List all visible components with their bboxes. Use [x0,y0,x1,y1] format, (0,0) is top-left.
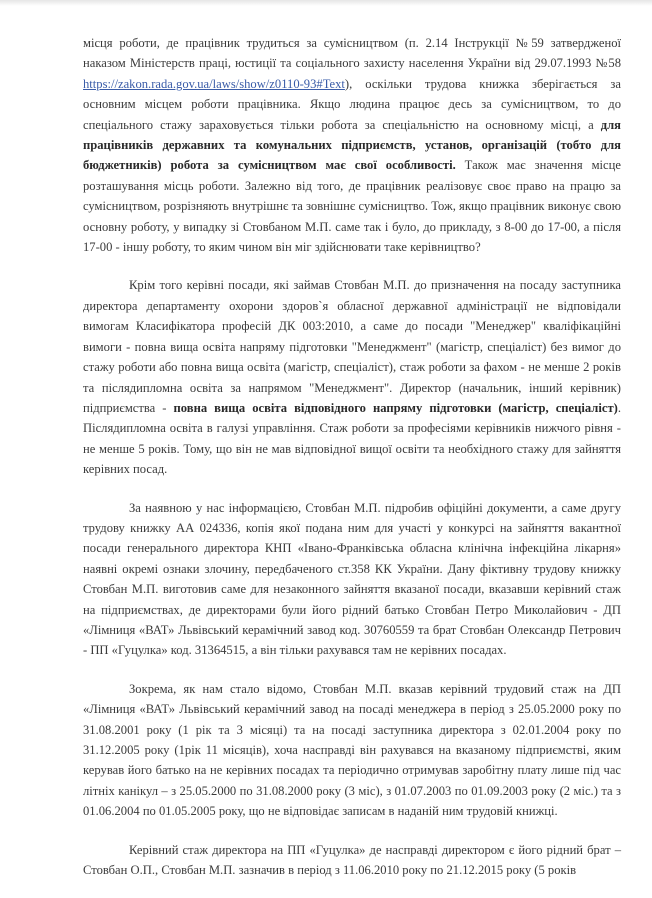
text-run: За наявною у нас інформацією, Стовбан М.П. підробив офіційні документи, а саме другу трудову книжку АА 024336, копія якої подана ним для участі у конкурсі на зайняття вакантної посади генерального директора КНП «Івано-Франківська обласна клінічна інфекційна лікарня» наявні окремі ознаки злочину, передбаченого ст.358 КК України. Дану фіктивну трудову книжку Стовбан М.П. виготовив саме для незаконного зайняття вказаної посади, вказавши керівний стаж на підприємствах, де директорами були його рідний батько Стовбан Петро Миколайович - ДП «Лімниця «ВАТ» Львівський керамічний завод код. 30760559 та брат Стовбан Олександр Петрович - ПП «Гуцулка» код. 31364515, а він тільки рахувався там не керівних посадах. [83,500,621,658]
text-run: місця роботи, де працівник трудиться за сумісництвом (п. 2.14 Інструкції №59 затвердженої наказом Міністерств праці, юстиції та соціального захисту населення України від 29.07.1993 №58 [83,36,621,71]
text-run: Крім того керівні посади, які займав Стовбан М.П. до призначення на посаду заступника директора департаменту охорони здоров`я обласної державної адміністрації не відповідали вимогам Класифікатора професій ДК 003:2010, а саме до посади "Менеджер" кваліфікаційні вимоги - повна вища освіта напряму підготовки "Менеджмент" (магістр, спеціаліст) без вимог до стажу роботи або повна вища освіта (магістр, спеціаліст), стаж роботи за фахом - не менше 2 років та післядипломна освіта за напрямом "Менеджмент". Директор (начальник, інший керівник) підприємства - [83,278,621,415]
paragraph [83,33,621,257]
bold-emphasis: повна вища освіта відповідного напряму підготовки (магістр, спеціаліст) [173,400,618,415]
paragraph [83,498,621,661]
paragraph [83,679,621,822]
text-run: ), оскільки трудова книжка зберігається за основним місцем роботи працівника. Якщо людина працює десь за сумісництвом, то до спеціального стажу зараховується тільки робота за спеціальністю на основному місці, а [83,76,621,132]
text-run: Керівний стаж директора на ПП «Гуцулка» де насправді директором є його рідний брат – Стовбан О.П., Стовбан М.П. зазначив в період з 11.06.2010 року по 21.12.2015 року (5 років [83,842,621,878]
bold-emphasis: для працівників державних та комунальних підприємств, установ, організацій (тобто для бюджетників) робота за сумісництвом має свої особливості. [83,117,621,173]
law-link[interactable]: https://zakon.rada.gov.ua/laws/show/z0110-93#Text [83,76,345,91]
paragraph [83,840,621,881]
text-run: . Післядипломна освіта в галузі управління. Стаж роботи за професіями керівників нижчого рівня - не менше 5 років. Тому, що він не мав відповідної вищої освіти та необхідного стажу для зайняття керівних посад. [83,400,621,477]
text-run: Також має значення місце розташування місць роботи. Залежно від того, де працівник реалізовує своє право на працю за сумісництвом, розрізняють внутрішнє та зовнішнє сумісництво. Тож, якщо працівник виконує свою основну роботу, у випадку зі Стовбаном М.П. саме так і було, до прикладу, з 8-00 до 17-00, а після 17-00 - іншу роботу, то яким чином він міг здійснювати таке керівництво? [83,158,621,255]
paragraph [83,275,621,479]
document-page [83,33,621,898]
text-run: Зокрема, як нам стало відомо, Стовбан М.П. вказав керівний трудовий стаж на ДП «Лімниця «ВАТ» Львівський керамічний завод на посаді менеджера в період з 25.05.2000 року по 31.08.2001 року (1 рік та 3 місяці) та на посаді заступника директора з 02.01.2004 року по 31.12.2005 року (1рік 11 місяців), хоча насправді він рахувався на вказаному підприємстві, яким керував його батько на не керівних посадах та періодично отримував заробітну плату лише під час літніх канікул – з 25.05.2000 по 31.08.2000 року (3 міс), з 01.07.2003 по 01.09.2003 року (2 міс.) та з 01.06.2004 по 01.05.2005 року, що не відповідає записам в наданій ним трудовій книжці. [83,681,621,819]
scan-edge-shadow [0,0,652,6]
